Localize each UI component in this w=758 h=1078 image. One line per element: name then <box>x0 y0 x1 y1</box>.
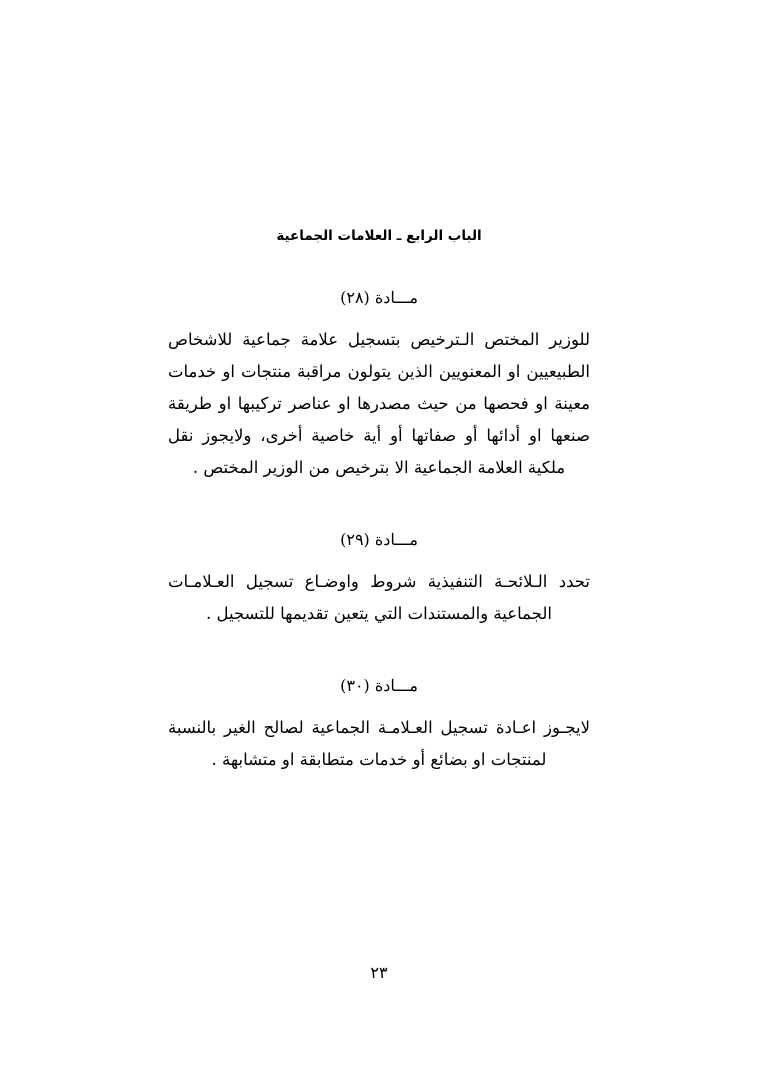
article-30-body: لايجـوز اعـادة تسجيل العـلامـة الجماعية لصالح الغير بالنسبة لمنتجات او بضائع أو خدمات متطابقة او متشابهة . <box>168 717 590 769</box>
article-29 <box>168 530 590 630</box>
article-29-body: تحدد الـلائحـة التنفيذية شروط واوضـاع تسجيل العـلامـات الجماعية والمستندات التي يتعين تقديمها للتسجيل . <box>168 571 590 624</box>
article-29-number: مـــادة (٢٩) <box>340 530 418 550</box>
article-28-number: مـــادة (٢٨) <box>340 288 418 307</box>
article-30 <box>168 676 590 776</box>
page-content <box>0 228 758 810</box>
chapter-heading: الباب الرابع ـ العلامات الجماعية <box>276 228 482 244</box>
page-number: ٢٣ <box>370 963 388 982</box>
article-30-number: مـــادة (٣٠) <box>340 676 418 696</box>
article-28 <box>168 288 590 484</box>
article-28-body: للوزير المختص الـترخيص بتسجيل علامة جماعية للاشخاص الطبيعيين او المعنويين الذين يتولون مراقبة منتجات او خدمات معينة او فحصها من حيث مصدرها او عناصر تركيبها او طريقة صنعها او أدائها أو صفاتها أو أية خاصية أخرى، ولايجوز نقل ملكية العلامة الجماعية الا بترخيص من الوزير المختص . <box>168 329 590 478</box>
